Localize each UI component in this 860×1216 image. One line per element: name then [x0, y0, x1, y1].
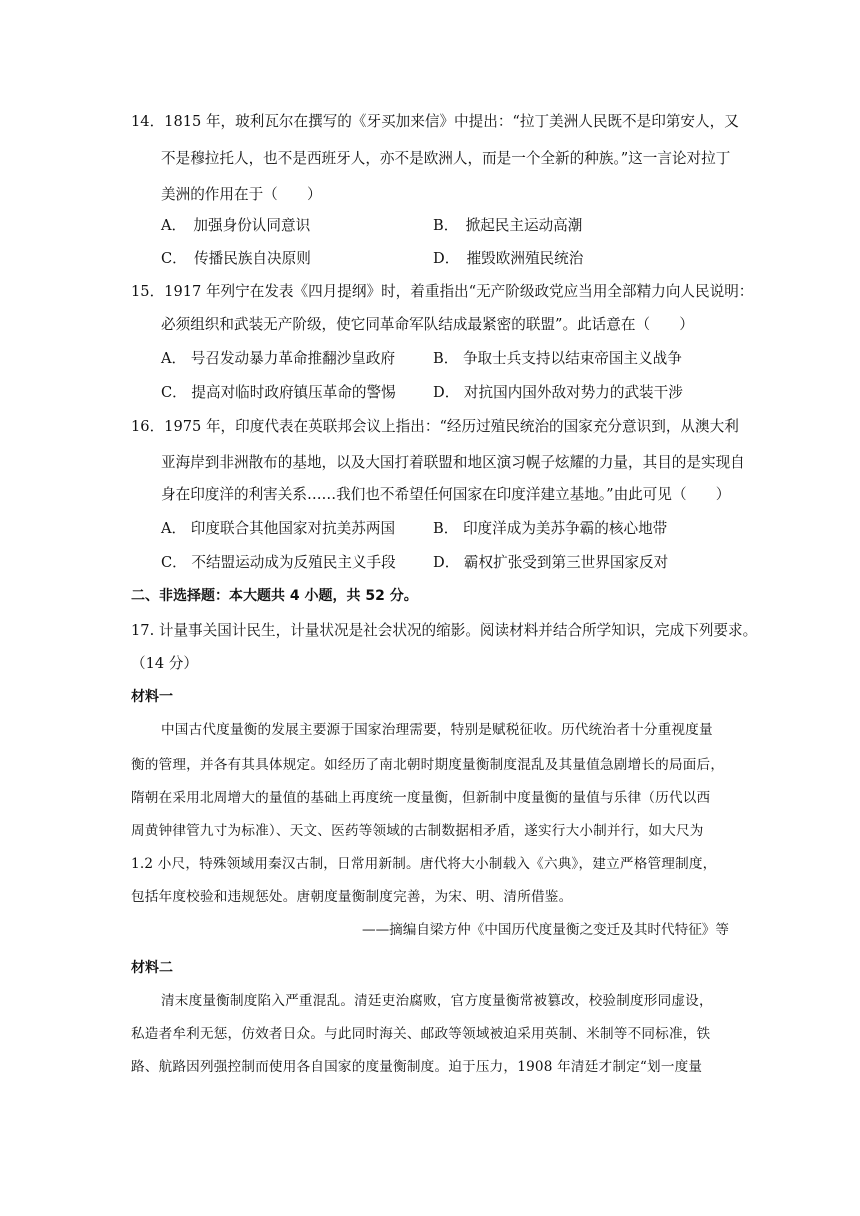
q16-option-c: C． 不结盟运动成为反殖民主义手段	[161, 554, 396, 571]
material-1-line: 衡的管理，并各有其具体规定。如经历了南北朝时期度量衡制度混乱及其量值急剧增长的局面后，	[131, 757, 725, 773]
q15-option-b: B． 争取士兵支持以结束帝国主义战争	[433, 350, 682, 367]
q15-option-a: A． 号召发动暴力革命推翻沙皇政府	[161, 350, 396, 367]
material-1-line: 1.2 小尺，特殊领域用秦汉古制，日常用新制。唐代将大小制载入《六典》，建立严格管理制度，	[131, 856, 717, 872]
material-2-line: 私造者牟利无惩，仿效者日众。与此同时海关、邮政等领域被迫采用英制、米制等不同标准，铁	[131, 1026, 711, 1042]
q15-option-c: C． 提高对临时政府镇压革命的警惕	[161, 384, 396, 401]
q14-line-1: 14．1815 年，玻利瓦尔在撰写的《牙买加来信》中提出：“拉丁美洲人民既不是印第安人，又	[131, 113, 739, 130]
q14-line-2: 不是穆拉托人，也不是西班牙人，亦不是欧洲人，而是一个全新的种族。”这一言论对拉丁	[161, 150, 731, 167]
q16-line-3: 身在印度洋的利害关系……我们也不希望任何国家在印度洋建立基地。”由此可见（ ）	[161, 486, 731, 503]
q16-option-d: D． 霸权扩张受到第三世界国家反对	[433, 554, 669, 571]
material-1-line: 隋朝在采用北周增大的量值的基础上再度统一度量衡，但新制中度量衡的量值与乐律（历代以西	[131, 790, 711, 806]
material-1-line: 周黄钟律管九寸为标准）、天文、医药等领域的古制数据相矛盾，遂实行大小制并行，如大尺为	[131, 823, 704, 839]
q14-option-a: A． 加强身份认同意识	[161, 217, 311, 234]
q14-option-b: B． 掀起民主运动高潮	[433, 217, 583, 234]
q15-line-1: 15．1917 年列宁在发表《四月提纲》时，着重指出“无产阶级政党应当用全部精力向人民说明：	[131, 283, 754, 300]
q17-line-1: 17. 计量事关国计民生，计量状况是社会状况的缩影。阅读材料并结合所学知识，完成下列要求。	[131, 622, 758, 639]
q16-line-1: 16．1975 年，印度代表在英联邦会议上指出：“经历过殖民统治的国家充分意识到，从澳大利	[131, 418, 739, 435]
material-1-source: ——摘编自梁方仲《中国历代度量衡之变迁及其时代特征》等	[361, 922, 729, 938]
q14-option-d: D． 摧毁欧洲殖民统治	[433, 250, 584, 267]
q15-line-2: 必须组织和武装无产阶级，使它同革命军队结成最紧密的联盟”。此话意在（ ）	[161, 316, 694, 333]
q16-option-b: B． 印度洋成为美苏争霸的核心地带	[433, 520, 668, 537]
q17-line-2: （14 分）	[131, 655, 198, 672]
material-1-title: 材料一	[131, 689, 173, 705]
material-2-line: 清末度量衡制度陷入严重混乱。清廷吏治腐败，官方度量衡常被篡改，校验制度形同虚设，	[161, 993, 713, 1009]
material-2-title: 材料二	[131, 960, 173, 976]
material-1-line: 中国古代度量衡的发展主要源于国家治理需要，特别是赋税征收。历代统治者十分重视度量	[161, 722, 713, 738]
q16-option-a: A． 印度联合其他国家对抗美苏两国	[161, 520, 396, 537]
q15-option-d: D． 对抗国内国外敌对势力的武装干涉	[433, 384, 683, 401]
material-1-line: 包括年度校验和违规惩处。唐朝度量衡制度完善，为宋、明、清所借鉴。	[131, 889, 573, 905]
section-heading: 二、非选择题：本大题共 4 小题，共 52 分。	[131, 588, 418, 604]
q16-line-2: 亚海岸到非洲散布的基地，以及大国打着联盟和地区演习幌子炫耀的力量，其目的是实现自	[161, 454, 745, 471]
q14-option-c: C． 传播民族自决原则	[161, 250, 311, 267]
q14-line-3: 美洲的作用在于（ ）	[161, 186, 322, 203]
material-2-line: 路、航路因列强控制而使用各自国家的度量衡制度。迫于压力，1908 年清廷才制定“划一度量	[131, 1059, 703, 1075]
